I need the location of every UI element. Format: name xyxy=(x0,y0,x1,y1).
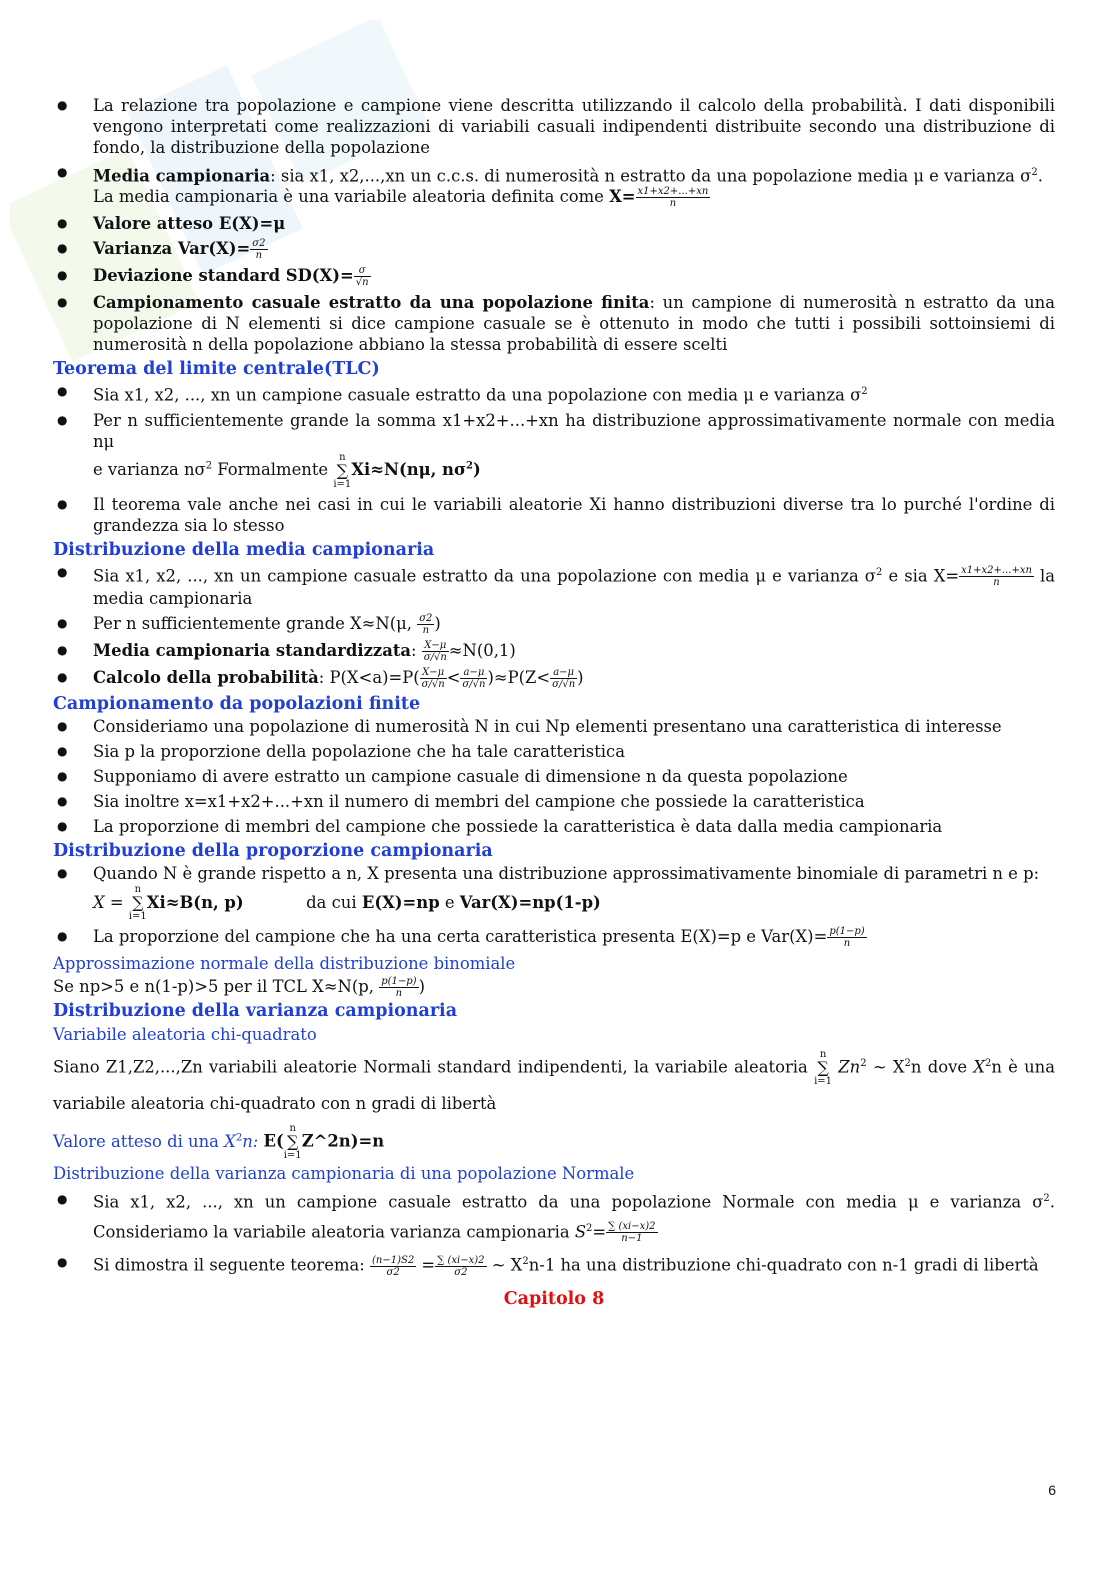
list-item: ● Campionamento casuale estratto da una popolazione finita: un campione di numerosità n estratto da una popolazione di N elementi si dice campione casuale se è ottenuto in modo che tutti i possibili sottoinsiemi di numerosità n della popolazione abbiano la stessa probabilità di essere scelti xyxy=(53,292,1055,355)
page-number: 6 xyxy=(1048,1482,1056,1498)
list-item: ● Sia x1, x2, ..., xn un campione casuale estratto da una popolazione con media μ e varianza $\sigma^2$ e sia X= $\frac{x1+x2+...+xn}{n}$ la media campionaria xyxy=(53,562,1055,609)
list-item: ● Calcolo della probabilità: P(X<a)=P( $\frac{X-\mu}{\sigma/√n}$ < $\frac{a-\mu}{\sigma/√n}$ )≈P(Z< $\frac{a-\mu}{\sigma/√n}$ ) xyxy=(53,667,1055,690)
fraction: $\frac{x1+x2+...+xn}{n}$ xyxy=(637,186,709,210)
list-item: ● La proporzione del campione che ha una certa caratteristica presenta E(X)=p e Var(X)= $\frac{p(1-p)}{n}$ xyxy=(53,926,1055,949)
list-item: ● Deviazione standard SD(X)= $\frac{\sigma}{√n}$ xyxy=(53,265,1055,288)
chapter-title: Capitolo 8 xyxy=(503,1288,605,1309)
list-item: ● Il teorema vale anche nei casi in cui le variabili aleatorie Xi hanno distribuzioni diverse tra lo purché l'ordine di grandezza sia lo stesso xyxy=(53,494,1055,536)
list-item: ● Media campionaria: sia x1, x2,...,xn un c.c.s. di numerosità n estratto da una popolazione media μ e varianza $\sigma^2$. La media campionaria è una variabile aleatoria definita come X= $\frac{x1+x2+...+xn}{n}$ xyxy=(53,162,1055,209)
list-item: ● La relazione tra popolazione e campione viene descritta utilizzando il calcolo della probabilità. I dati disponibili vengono interpretati come realizzazioni di variabili casuali indipendenti distribuite secondo una distribuzione di fondo, la distribuzione della popolazione xyxy=(53,95,1055,158)
section-heading: Distribuzione della varianza campionaria xyxy=(53,1001,458,1022)
list-item: ● Media campionaria standardizzata: $\frac{X-\mu}{\sigma/√n}$ ≈N(0,1) xyxy=(53,640,1055,663)
list-item: ● Sia p la proporzione della popolazione che ha tale caratteristica xyxy=(53,741,1055,762)
section-heading: Distribuzione della media campionaria xyxy=(53,539,435,560)
section-heading: Campionamento da popolazioni finite xyxy=(53,694,421,715)
list-item: ● Valore atteso E(X)=μ xyxy=(53,213,1055,234)
paragraph: Valore atteso di una $X^2n$: E(n ∑ i=1Z^2n)=n xyxy=(53,1123,385,1162)
section-heading: Teorema del limite centrale(TLC) xyxy=(53,359,380,380)
list-item: ● Consideriamo una popolazione di numerosità N in cui Np elementi presentano una caratteristica di interesse xyxy=(53,716,1055,737)
paragraph: Siano Z1,Z2,...,Zn variabili aleatorie Normali standard indipendenti, la variabile aleatoria n ∑ i=1 Zn$^2$ ~ $X^2n$ dove $X^2n$ è una variabile aleatoria chi-quadrato con n gradi di libertà xyxy=(53,1049,1056,1114)
subsection-heading: Distribuzione della varianza campionaria di una popolazione Normale xyxy=(53,1164,635,1184)
subsection-heading: Approssimazione normale della distribuzione binomiale xyxy=(53,954,516,974)
list-item: ● Sia x1, x2, ..., xn un campione casuale estratto da una popolazione Normale con media μ e varianza $\sigma^2$. Consideriamo la variabile aleatoria varianza campionaria $S^2=$ $\frac{\sum (xi-x)2}{n-1}$ xyxy=(53,1186,1055,1245)
list-item: ● Per n sufficientemente grande X≈N(μ, $\frac{\sigma 2}{n}$ ) xyxy=(53,613,1055,636)
list-item: ● La proporzione di membri del campione che possiede la caratteristica è data dalla media campionaria xyxy=(53,816,1055,837)
list-item: ● Quando N è grande rispetto a n, X presenta una distribuzione approssimativamente binomiale di parametri n e p: X = n ∑ i=1Xi≈B(n, p) da cui E(X)=np e Var(X)=np(1-p) xyxy=(53,863,1055,922)
subsection-heading: Variabile aleatoria chi-quadrato xyxy=(53,1025,317,1045)
document-body xyxy=(53,95,1055,1310)
list-item: ● Si dimostra il seguente teorema: $\frac{(n-1)S2}{\sigma 2}$ = $\frac{\sum (xi-x)2}{\sigma 2}$ ~ $X^2n-1$ ha una distribuzione chi-quadrato con n-1 gradi di libertà xyxy=(53,1249,1055,1278)
list-item: ● Sia inoltre x=x1+x2+...+xn il numero di membri del campione che possiede la caratteristica xyxy=(53,791,1055,812)
list-item: ● Per n sufficientemente grande la somma x1+x2+...+xn ha distribuzione approssimativamente normale con media nμ e varianza $n\sigma^2$ Formalmente n ∑ i=1Xi≈N(nμ, $n\sigma^2$) xyxy=(53,410,1055,490)
list-item: ● Varianza Var(X)= $\frac{\sigma 2}{n}$ xyxy=(53,238,1055,261)
list-item: ● Supponiamo di avere estratto un campione casuale di dimensione n da questa popolazione xyxy=(53,766,1055,787)
paragraph: Se np>5 e n(1-p)>5 per il TCL X≈N(p, $\frac{p(1-p)}{n}$ ) xyxy=(53,976,425,1000)
list-item: ● Sia x1, x2, ..., xn un campione casuale estratto da una popolazione con media μ e varianza $\sigma^2$ xyxy=(53,381,1055,405)
section-heading: Distribuzione della proporzione campionaria xyxy=(53,841,493,862)
